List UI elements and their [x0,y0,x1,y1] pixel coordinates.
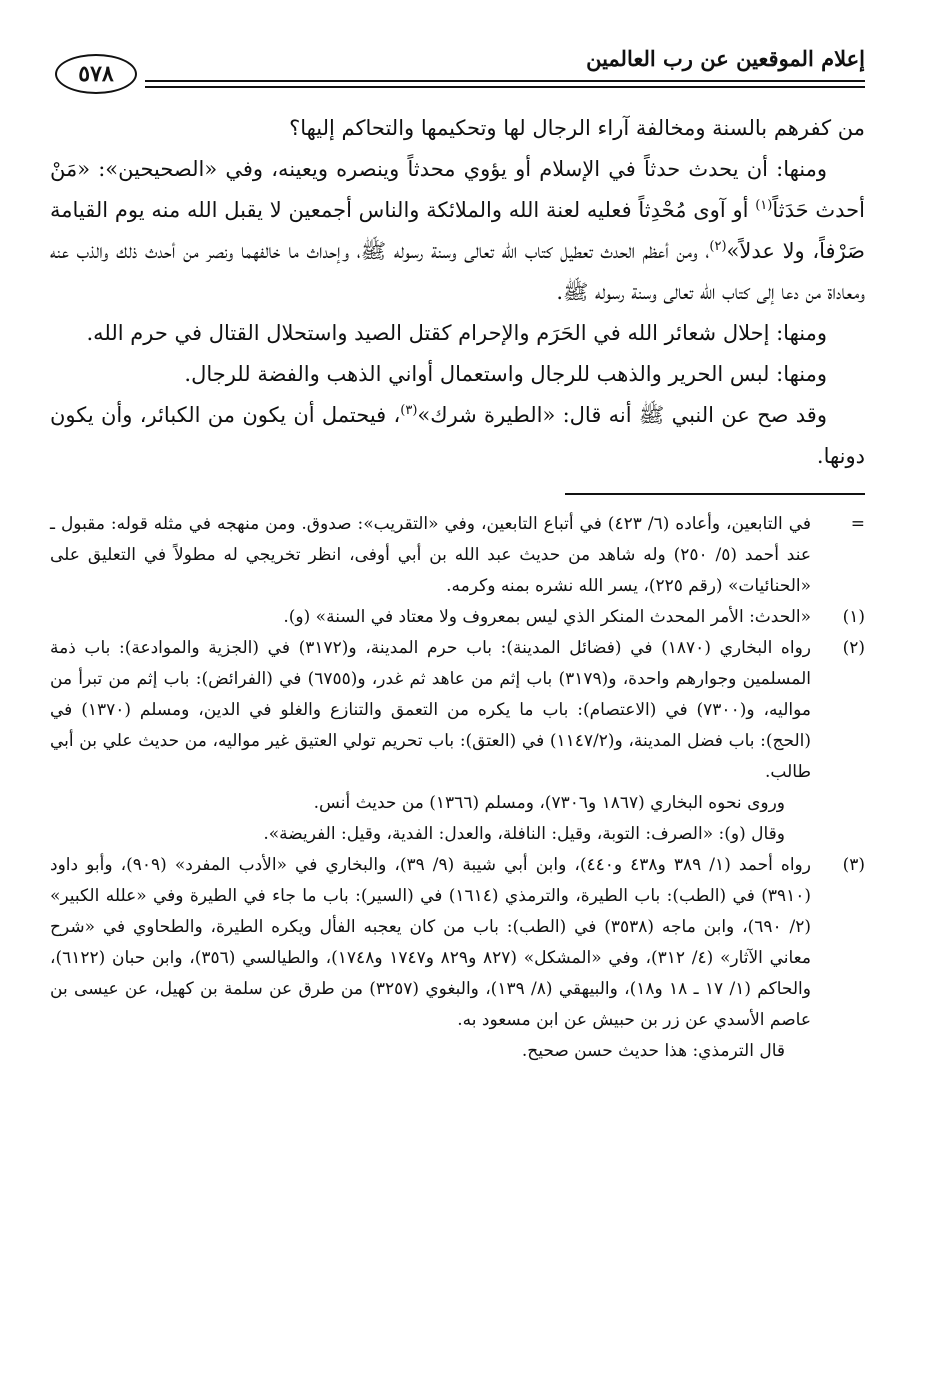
footnote-1 [50,602,865,633]
footnote-continuation [50,509,865,602]
footnote-3-text: رواه أحمد (١/ ٣٨٩ و٤٣٨ و٤٤٠)، وابن أبي شيبة (٩/ ٣٩)، والبخاري في «الأدب المفرد» (٩٠٩)، وأبو داود (٣٩١٠) في (الطب): باب الطيرة، والترمذي (١٦١٤) في (السير): باب ما جاء في الطيرة وفي «علله الكبير» (٢/ ٦٩٠)، وابن ماجه (٣٥٣٨) في (الطب): باب من كان يعجبه الفأل ويكره الطيرة، والطحاوي في «شرح معاني الآثار» (٤/ ٣١٢)، وفي «المشكل» (٨٢٧ و٨٢٩ و١٧٤٧ و١٧٤٨)، والطيالسي (٣٥٦)، وابن حبان (٦١٢٢)، والحاكم (١/ ١٧ ـ ١٨ و١٨)، والبيهقي (٨/ ١٣٩)، والبغوي (٣٢٥٧) من طرق عن سلمة بن كهيل، عن عيسى بن عاصم الأسدي عن زر بن حبيش عن ابن مسعود به. [50,855,812,1030]
footnotes [50,509,865,1067]
footnote-number-3: (٣) [842,855,865,875]
paragraph-5 [50,395,865,477]
paragraph-5-part-a: وقد صح عن النبي ﷺ أنه قال: «الطيرة شرك» [417,403,827,427]
paragraph-2 [50,149,865,313]
paragraph-2-part-a: ومنها: أن يحدث حدثاً في الإسلام أو يؤوي محدثاً وينصره ويعينه، وفي «الصحيحين»: «مَنْ أحدث حَدَثاً [50,157,866,222]
continuation-marker: = [850,514,865,534]
footnote-number-2: (٢) [842,638,865,658]
paragraph-1: من كفرهم بالسنة ومخالفة آراء الرجال لها وتحكيمها والتحاكم إليها؟ [289,116,865,140]
main-text [50,108,865,477]
footnote-2-sub-1: وروى نحوه البخاري (١٨٦٧ و٧٣٠٦)، ومسلم (١٣٦٦) من حديث أنس. [313,793,785,813]
book-page [50,38,865,1358]
page-number [55,54,137,94]
footnote-3 [50,850,865,1036]
footnote-number-1: (١) [842,607,865,627]
footnote-1-text: «الحدث: الأمر المحدث المنكر الذي ليس بمعروف ولا معتاد في السنة» (و). [283,607,811,627]
footnote-ref-3[interactable]: (٣) [400,403,418,418]
footnote-ref-2[interactable]: (٢) [709,239,727,254]
paragraph-3: ومنها: إحلال شعائر الله في الحَرَم والإحرام كقتل الصيد واستحلال القتال في حرم الله. [86,321,827,345]
page-number-text: ٥٧٨ [78,61,114,87]
paragraph-2-part-b: أو آوى مُحْدِثاً فعليه لعنة الله والملائكة والناس أجمعين لا يقبل الله منه يوم القيامة صَرْفاً، ولا عدلاً» [50,198,865,263]
header-rule-secondary [145,86,865,88]
footnote-3-sub-1: قال الترمذي: هذا حديث حسن صحيح. [521,1041,785,1061]
paragraph-2-part-c: ، ومن أعظم الحدث تعطيل كتاب الله تعالى وسنة رسوله ﷺ، وإحداث ما خالفهما ونصر من أحدث ذلك والذب عنه ومعاداة من دعا إلى كتاب الله تعالى وسنة رسوله ﷺ. [50,239,865,304]
footnote-ref-1[interactable]: (١) [755,198,773,213]
page-header [50,38,865,100]
header-rule [145,80,865,82]
footnote-2-sub-2: وقال (و): «الصرف: التوبة، وقيل: النافلة، والعدل: الفدية، وقيل: الفريضة». [263,824,785,844]
paragraph-5-part-b: ، فيحتمل أن يكون من الكبائر، وأن يكون دونها. [50,403,865,468]
running-title: إعلام الموقعين عن رب العالمين [586,46,865,71]
footnote-continuation-text: في التابعين، وأعاده (٦/ ٤٢٣) في أتباع التابعين، وفي «التقريب»: صدوق. ومن منهجه في مثله قوله: مقبول ـ عند أحمد (٥/ ٢٥٠) وله شاهد من حديث عبد الله بن أبي أوفى، انظر تخريجي له مطولاً في التعليق على «الحنائيات» (رقم ٢٢٥)، يسر الله نشره بمنه وكرمه. [50,514,811,596]
footnote-2 [50,633,865,788]
footnote-separator [565,493,865,495]
footnote-2-text: رواه البخاري (١٨٧٠) في (فضائل المدينة): باب حرم المدينة، و(٣١٧٢) في (الجزية والموادعة): باب ذمة المسلمين وجوارهم واحدة، و(٣١٧٩) باب إثم من عاهد ثم غدر، و(٦٧٥٥) في (الفرائض): باب إثم من تبرأ من مواليه، و(٧٣٠٠) في (الاعتصام): باب ما يكره من التعمق والتنازع والغلو في الدين، ومسلم (١٣٧٠) في (الحج): باب فضل المدينة، و(١١٤٧/٢) في (العتق): باب تحريم تولي العتيق غير مواليه، من حديث علي بن أبي طالب. [50,638,812,782]
paragraph-4: ومنها: لبس الحرير والذهب للرجال واستعمال أواني الذهب والفضة للرجال. [184,362,827,386]
